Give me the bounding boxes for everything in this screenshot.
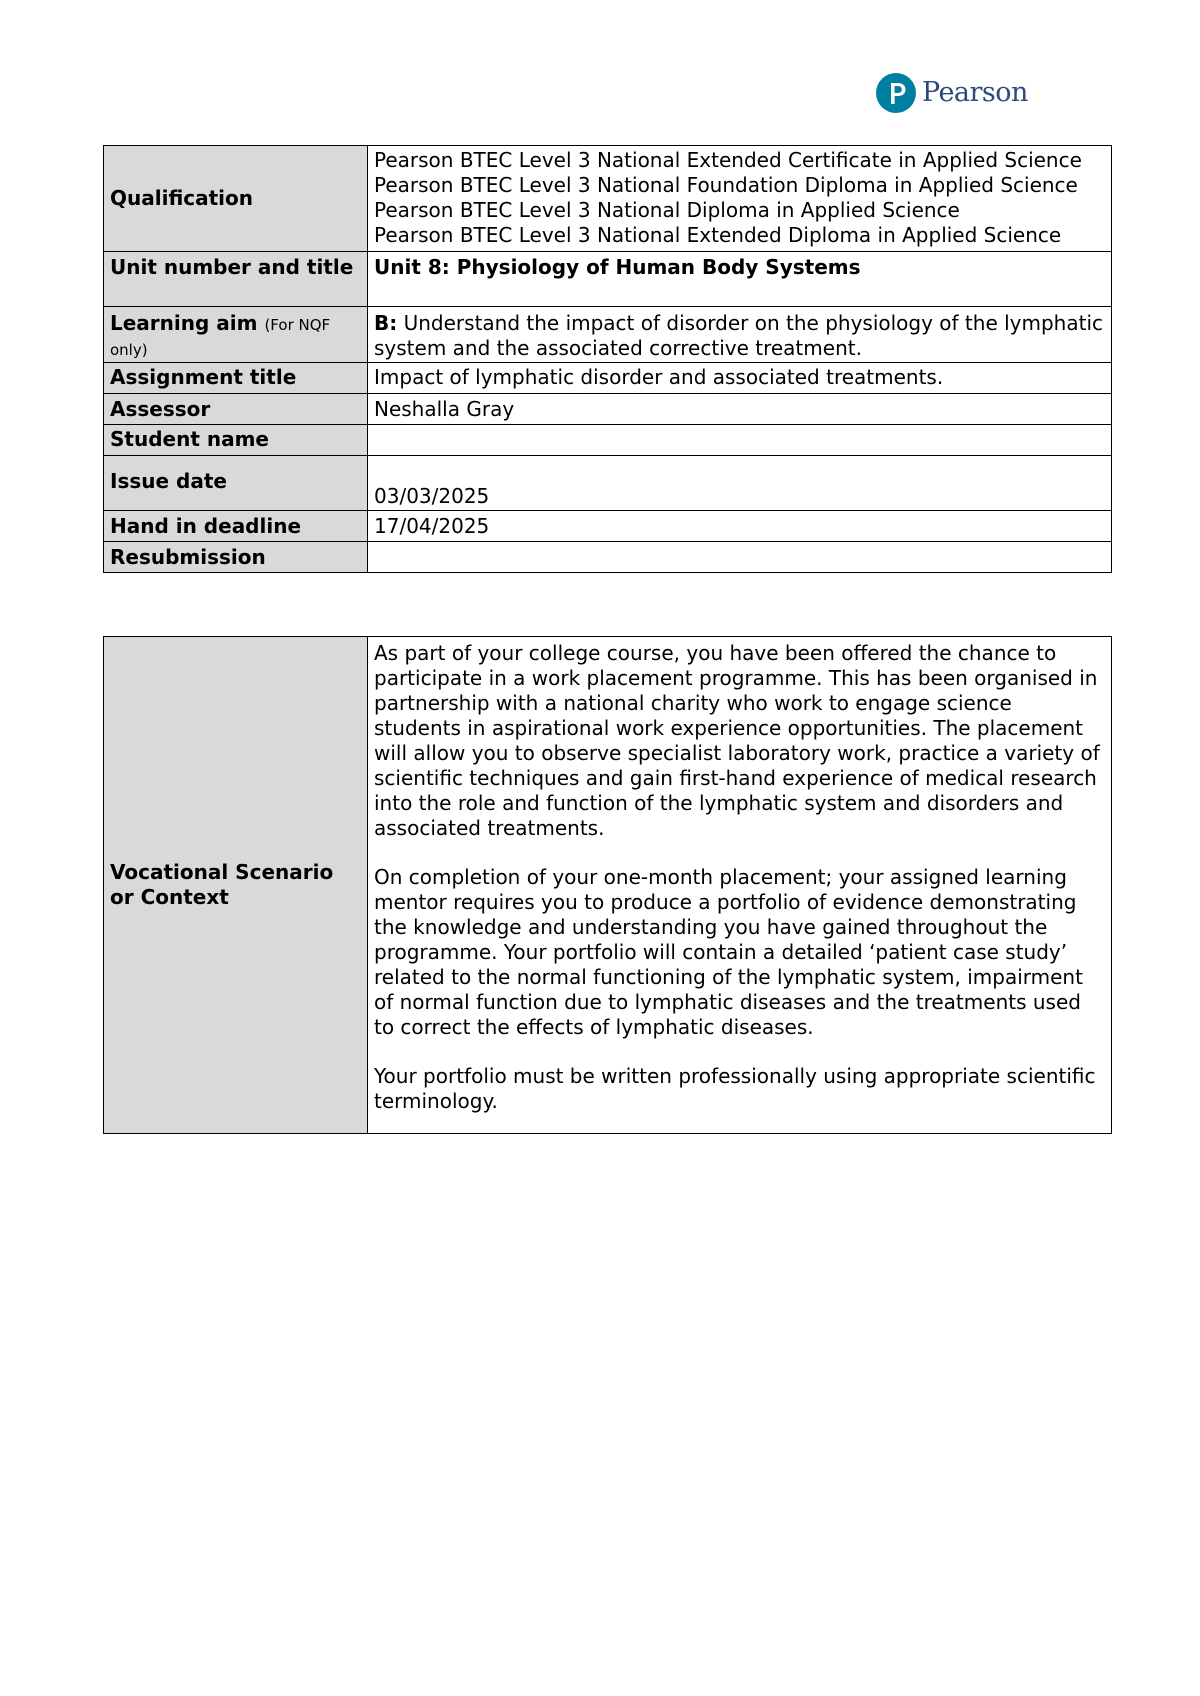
scenario-paragraph: As part of your college course, you have been offered the chance to participate in a work placement programme. This has been organised in partnership with a national charity who work to engage science students in aspirational work experience opportunities. The placement will allow you to observe specialist laboratory work, practice a variety of scientific techniques and gain first-hand experience of medical research into the role and function of the lymphatic system and disorders and associated treatments.	[374, 641, 1100, 840]
qualification-line: Pearson BTEC Level 3 National Foundation Diploma in Applied Science	[374, 173, 1078, 197]
unit-value: Unit 8: Physiology of Human Body Systems	[368, 252, 1112, 307]
scenario-row	[104, 637, 1112, 1134]
scenario-paragraph: On completion of your one-month placement; your assigned learning mentor requires you to produce a portfolio of evidence demonstrating the knowledge and understanding you have gained throughout the programme. Your portfolio will contain a detailed ‘patient case study’ related to the normal functioning of the lymphatic system, impairment of normal function due to lymphatic diseases and the treatments used to correct the effects of lymphatic diseases.	[374, 865, 1083, 1039]
learning-aim-label: Learning aim	[110, 311, 258, 335]
deadline-label: Hand in deadline	[104, 511, 368, 542]
learning-aim-note: (For NQF only)	[110, 316, 331, 359]
learning-aim-text: Understand the impact of disorder on the physiology of the lymphatic system and the associated corrective treatment.	[374, 311, 1104, 360]
qualification-label: Qualification	[104, 146, 368, 252]
scenario-paragraph: Your portfolio must be written professionally using appropriate scientific terminology.	[374, 1064, 1096, 1113]
student-name-row	[104, 425, 1112, 456]
assignment-title-value: Impact of lymphatic disorder and associated treatments.	[368, 363, 1112, 394]
deadline-row	[104, 511, 1112, 542]
pearson-wordmark: Pearson	[922, 77, 1028, 108]
pearson-p-logo-icon	[876, 73, 916, 113]
unit-label: Unit number and title	[104, 252, 368, 307]
learning-aim-row	[104, 307, 1112, 363]
learning-aim-value	[368, 307, 1112, 363]
scenario-table	[103, 636, 1112, 1134]
unit-row	[104, 252, 1112, 307]
resubmission-label: Resubmission	[104, 542, 368, 573]
assignment-title-row	[104, 363, 1112, 394]
student-name-value	[368, 425, 1112, 456]
assessor-row	[104, 394, 1112, 425]
qualification-line: Pearson BTEC Level 3 National Extended Certificate in Applied Science	[374, 148, 1082, 172]
qualification-line: Pearson BTEC Level 3 National Diploma in Applied Science	[374, 198, 960, 222]
scenario-label: Vocational Scenario or Context	[104, 637, 368, 1134]
assessor-value: Neshalla Gray	[368, 394, 1112, 425]
student-name-label: Student name	[104, 425, 368, 456]
issue-date-row	[104, 456, 1112, 511]
scenario-text	[368, 637, 1112, 1134]
deadline-value: 17/04/2025	[368, 511, 1112, 542]
resubmission-row	[104, 542, 1112, 573]
learning-aim-prefix: B:	[374, 311, 398, 335]
learning-aim-label-cell	[104, 307, 368, 363]
assignment-title-label: Assignment title	[104, 363, 368, 394]
qualification-line: Pearson BTEC Level 3 National Extended Diploma in Applied Science	[374, 223, 1062, 247]
pearson-logo	[876, 70, 1028, 116]
issue-date-value: 03/03/2025	[368, 456, 1112, 511]
resubmission-value	[368, 542, 1112, 573]
assessor-label: Assessor	[104, 394, 368, 425]
qualification-value	[368, 146, 1112, 252]
qualification-row	[104, 146, 1112, 252]
issue-date-label: Issue date	[104, 456, 368, 511]
assignment-details-table	[103, 145, 1112, 573]
